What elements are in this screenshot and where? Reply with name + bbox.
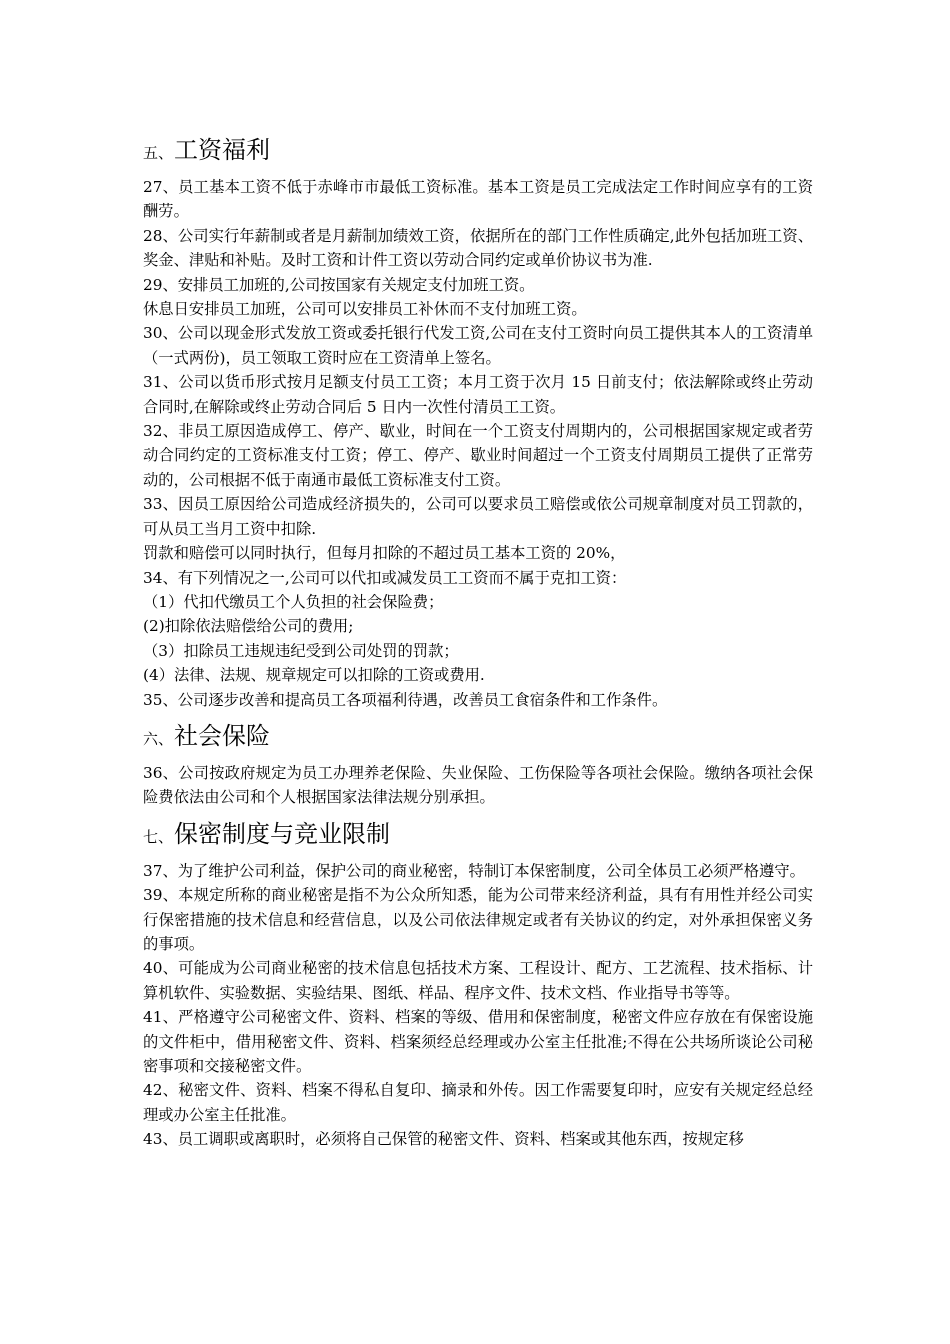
section-title: 社会保险	[174, 721, 271, 750]
paragraph: 罚款和赔偿可以同时执行，但每月扣除的不超过员工基本工资的 20%，	[143, 544, 626, 563]
section-heading	[143, 816, 813, 855]
paragraph: 42、秘密文件、资料、档案不得私自复印、摘录和外传。因工作需要复印时，应安有关规定经总经理或办公室主任批准。	[143, 1081, 813, 1124]
section-social-insurance	[143, 718, 813, 810]
list-item: （3）扣除员工违规违纪受到公司处罚的罚款；	[143, 641, 459, 660]
paragraph: 31、公司以货币形式按月足额支付员工工资；本月工资于次月 15 日前支付；依法解除或终止劳动合同时,在解除或终止劳动合同后 5 日内一次性付清员工工资。	[143, 373, 813, 416]
section-heading	[143, 132, 813, 171]
paragraph: 33、因员工原因给公司造成经济损失的，公司可以要求员工赔偿或依公司规章制度对员工罚款的，可从员工当月工资中扣除.	[143, 495, 813, 538]
paragraph: 36、公司按政府规定为员工办理养老保险、失业保险、工伤保险等各项社会保险。缴纳各项社会保险费依法由公司和个人根据国家法律法规分别承担。	[143, 763, 813, 807]
paragraph: 39、本规定所称的商业秘密是指不为公众所知悉，能为公司带来经济利益，具有有用性并经公司实行保密措施的技术信息和经营信息，以及公司依法律规定或者有关协议的约定，对外承担保密义务的事项。	[143, 886, 813, 953]
paragraph: 32、非员工原因造成停工、停产、歇业，时间在一个工资支付周期内的，公司根据国家规定或者劳动合同约定的工资标准支付工资；停工、停产、歇业时间超过一个工资支付周期员工提供了正常劳动的，公司根据不低于南通市最低工资标准支付工资。	[143, 422, 813, 489]
paragraph: 37、为了维护公司利益，保护公司的商业秘密，特制订本保密制度，公司全体员工必须严格遵守。	[143, 861, 805, 880]
section-salary-benefits	[143, 132, 813, 712]
paragraph: 43、员工调职或离职时，必须将自己保管的秘密文件、资料、档案或其他东西，按规定移	[143, 1130, 744, 1149]
section-title: 工资福利	[174, 136, 271, 164]
paragraph: 40、可能成为公司商业秘密的技术信息包括技术方案、工程设计、配方、工艺流程、技术指标、计算机软件、实验数据、实验结果、图纸、样品、程序文件、技术文档、作业指导书等等。	[143, 959, 813, 1002]
paragraph: 30、公司以现金形式发放工资或委托银行代发工资,公司在支付工资时向员工提供其本人的工资清单（一式两份)，员工领取工资时应在工资清单上签名。	[143, 324, 813, 367]
paragraph: 27、员工基本工资不低于赤峰市市最低工资标准。基本工资是员工完成法定工作时间应享有的工资酬劳。	[143, 178, 813, 221]
paragraph: 休息日安排员工加班，公司可以安排员工补休而不支付加班工资。	[143, 300, 587, 319]
paragraph: 28、公司实行年薪制或者是月薪制加绩效工资，依据所在的部门工作性质确定,此外包括加班工资、奖金、津贴和补贴。及时工资和计件工资以劳动合同约定或单价协议书为准.	[143, 226, 813, 270]
section-number: 六、	[143, 729, 174, 748]
paragraph: 34、有下列情况之一,公司可以代扣或减发员工工资而不属于克扣工资：	[143, 568, 627, 587]
list-item: (2)扣除依法赔偿给公司的费用;	[143, 617, 354, 636]
section-number: 五、	[143, 144, 174, 162]
document-page	[143, 132, 813, 1152]
section-heading	[143, 718, 813, 757]
list-item: (4）法律、法规、规章规定可以扣除的工资或费用.	[143, 666, 485, 685]
section-number: 七、	[143, 827, 174, 846]
section-title: 保密制度与竞业限制	[174, 819, 391, 848]
list-item: （1）代扣代缴员工个人负担的社会保险费；	[143, 592, 444, 611]
paragraph: 41、严格遵守公司秘密文件、资料、档案的等级、借用和保密制度，秘密文件应存放在有保密设施的文件柜中，借用秘密文件、资料、档案须经总经理或办公室主任批准;不得在公共场所谈论公司秘密事项和交接秘密文件。	[143, 1008, 813, 1075]
paragraph: 29、安排员工加班的,公司按国家有关规定支付加班工资。	[143, 275, 535, 294]
paragraph: 35、公司逐步改善和提高员工各项福利待遇，改善员工食宿条件和工作条件。	[143, 690, 668, 709]
section-confidentiality	[143, 816, 813, 1152]
